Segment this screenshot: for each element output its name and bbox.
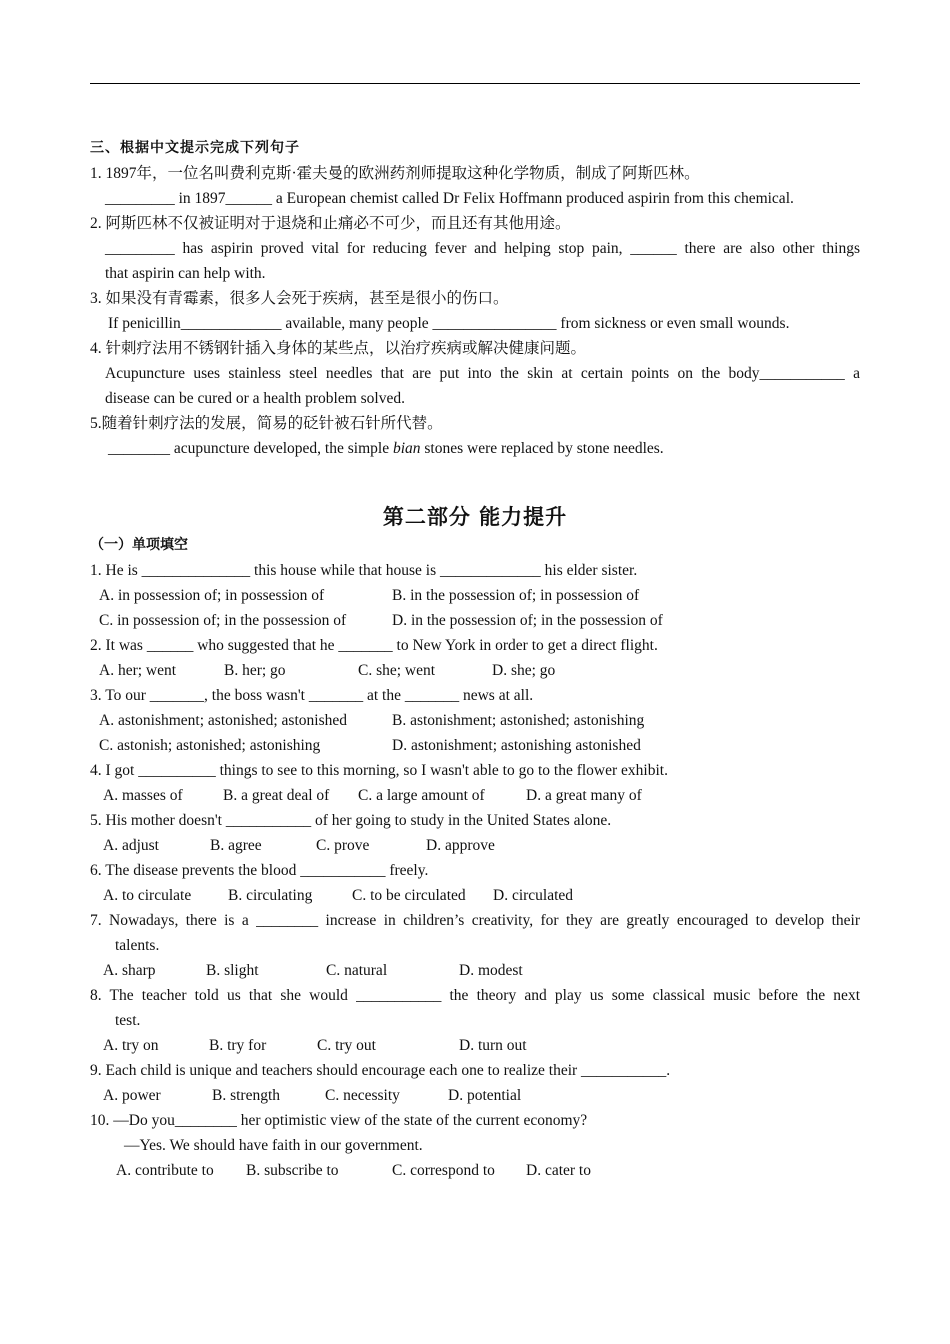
worksheet-body [90,136,860,1183]
mc-q3-options-row1 [90,708,860,733]
s3-q1-english: _________ in 1897______ a European chemist called Dr Felix Hoffmann produced aspirin from this chemical. [105,190,794,207]
mc-q6-option-a: A. to circulate [103,887,192,904]
mc-q10-stem-line2-wrap [90,1133,860,1158]
mc-q5-option-c: C. prove [316,837,370,854]
mc-q5-options [90,833,860,858]
s3-q4-english-line1: Acupuncture uses stainless steel needles that are put into the skin at certain points on the body___________ a [105,365,860,382]
s3-q5-english-post: stones were replaced by stone needles. [420,440,664,457]
mc-q9-option-a: A. power [103,1087,161,1104]
mc-q10-option-b: B. subscribe to [246,1162,339,1179]
mc-q6-stem: 6. The disease prevents the blood ___________ freely. [90,862,429,879]
mc-q7-option-c: C. natural [326,962,388,979]
s3-q5-chinese: 5.随着针刺疗法的发展，简易的砭针被石针所代替。 [90,415,443,432]
s3-q5-english [90,436,860,461]
mc-q4-options [90,783,860,808]
mc-q1-options-row1 [90,583,860,608]
mc-q2-option-c: C. she; went [358,662,436,679]
header-rule [90,83,860,84]
mc-q10-option-c: C. correspond to [392,1162,495,1179]
mc-q6-option-d: D. circulated [493,887,574,904]
mc-q8-option-a: A. try on [103,1037,159,1054]
s3-q2-english-line1: _________ has aspirin proved vital for reducing fever and helping stop pain, ______ there are also other things [105,240,860,257]
mc-q6-option-b: B. circulating [228,887,313,904]
mc-q5-stem: 5. His mother doesn't ___________ of her going to study in the United States alone. [90,812,612,829]
mc-q9-option-c: C. necessity [325,1087,400,1104]
mc-q3-option-c: C. astonish; astonished; astonishing [99,737,321,754]
mc-q8-option-d: D. turn out [459,1037,527,1054]
s3-q4-chinese: 4. 针刺疗法用不锈钢针插入身体的某些点，以治疗疾病或解决健康问题。 [90,340,587,357]
mc-q8-stem-line1: 8. The teacher told us that she would ___________ the theory and play us some classical music before the next [90,987,860,1004]
mc-q10-options [90,1158,860,1183]
mc-q10-option-d: D. cater to [526,1162,591,1179]
part2-title: 第二部分 能力提升 [382,504,568,529]
mc-q4-stem: 4. I got __________ things to see to this morning, so I wasn't able to go to the flower exhibit. [90,762,668,779]
s3-q4-english-line2: disease can be cured or a health problem solved. [105,390,405,407]
s3-q2-english-line2: that aspirin can help with. [105,265,266,282]
section3-heading: 三、根据中文提示完成下列句子 [90,140,300,156]
mc-q3-option-b: B. astonishment; astonished; astonishing [392,712,645,729]
mc-q3-stem: 3. To our _______, the boss wasn't _______ at the _______ news at all. [90,687,534,704]
mc-q2-option-a: A. her; went [99,662,177,679]
mc-q9-option-d: D. potential [448,1087,522,1104]
mc-q1-stem: 1. He is ______________ this house while that house is _____________ his elder sister. [90,562,638,579]
mc-q8-option-b: B. try for [209,1037,267,1054]
mc-q8-option-c: C. try out [317,1037,376,1054]
mc-q2-option-b: B. her; go [224,662,286,679]
s3-q1-chinese: 1. 1897年，一位名叫费利克斯·霍夫曼的欧洲药剂师提取这种化学物质，制成了阿斯匹林。 [90,165,700,182]
mc-q5-option-d: D. approve [426,837,495,854]
mc-q1-option-b: B. in the possession of; in possession of [392,587,640,604]
mc-q2-options [90,658,860,683]
mc-q7-option-b: B. slight [206,962,259,979]
mc-q7-option-a: A. sharp [103,962,156,979]
mc-q6-options [90,883,860,908]
s3-q2-chinese: 2. 阿斯匹林不仅被证明对于退烧和止痛必不可少，而且还有其他用途。 [90,215,571,232]
mc-q4-option-a: A. masses of [103,787,183,804]
mc-q6-option-c: C. to be circulated [352,887,466,904]
mc-q7-option-d: D. modest [459,962,523,979]
mc-q9-stem: 9. Each child is unique and teachers should encourage each one to realize their ___________. [90,1062,671,1079]
part2-subheading: （一）单项填空 [90,537,188,553]
mc-q2-option-d: D. she; go [492,662,556,679]
mc-q7-options [90,958,860,983]
mc-q8-stem-line2: test. [115,1012,141,1029]
mc-q2-stem: 2. It was ______ who suggested that he _______ to New York in order to get a direct flight. [90,637,658,654]
mc-q5-option-a: A. adjust [103,837,159,854]
mc-q9-option-b: B. strength [212,1087,281,1104]
mc-q3-options-row2 [90,733,860,758]
mc-q10-stem-line2: —Yes. We should have faith in our government. [124,1137,423,1154]
mc-q4-option-c: C. a large amount of [358,787,485,804]
mc-q1-option-a: A. in possession of; in possession of [99,587,325,604]
mc-q8-options [90,1033,860,1058]
mc-q7-stem-line2: talents. [115,937,160,954]
mc-q4-option-d: D. a great many of [526,787,642,804]
mc-q3-option-d: D. astonishment; astonishing astonished [392,737,641,754]
mc-q3-option-a: A. astonishment; astonished; astonished [99,712,347,729]
mc-q1-option-c: C. in possession of; in the possession of [99,612,347,629]
s3-q3-english: If penicillin_____________ available, many people ________________ from sickness or even small wounds. [108,315,790,332]
mc-q4-option-b: B. a great deal of [223,787,330,804]
mc-q5-option-b: B. agree [210,837,262,854]
s3-q3-chinese: 3. 如果没有青霉素，很多人会死于疾病，甚至是很小的伤口。 [90,290,509,307]
mc-q9-options [90,1083,860,1108]
mc-q1-options-row2 [90,608,860,633]
mc-q10-option-a: A. contribute to [116,1162,214,1179]
s3-q5-english-italic: bian [392,440,421,457]
s3-q5-english-pre: ________ acupuncture developed, the simple [108,440,393,457]
mc-q1-option-d: D. in the possession of; in the possession of [392,612,663,629]
mc-q10-stem-line1: 10. —Do you________ her optimistic view of the state of the current economy? [90,1112,588,1129]
mc-q7-stem-line1: 7. Nowadays, there is a ________ increase in children’s creativity, for they are greatly encouraged to develop their [90,912,860,929]
